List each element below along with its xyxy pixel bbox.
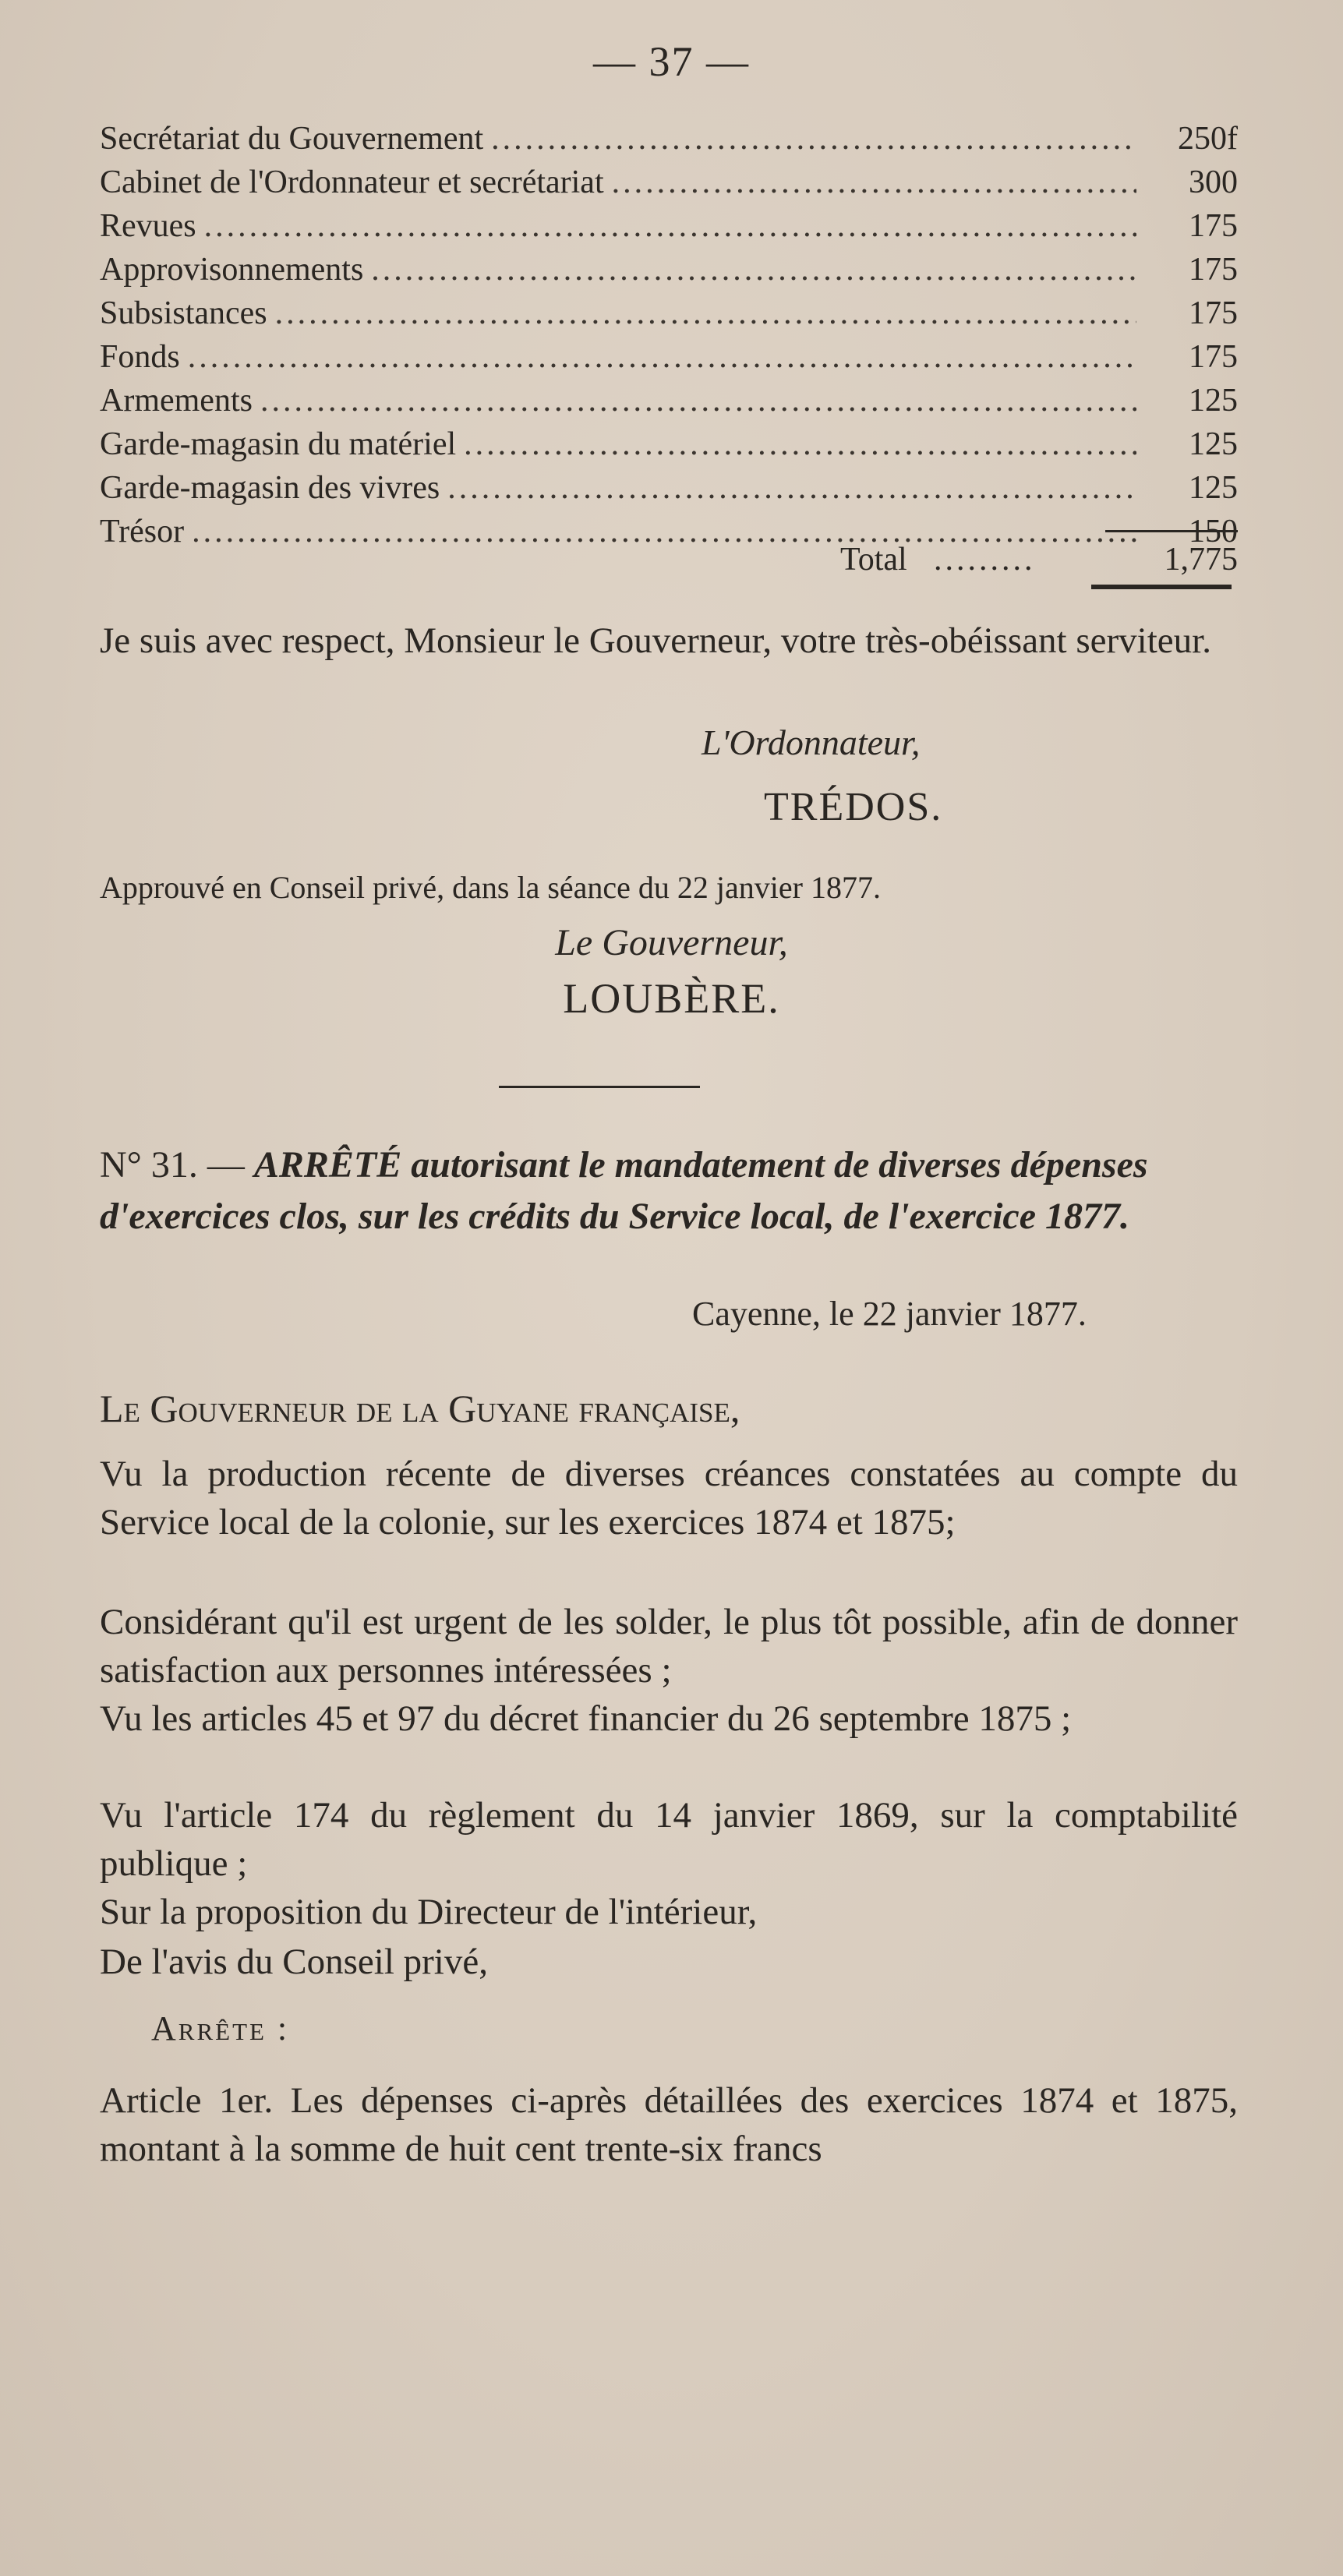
budget-row <box>100 466 1238 510</box>
budget-amount: 125 <box>1189 426 1238 462</box>
budget-row <box>100 117 1238 161</box>
leader-dots <box>612 161 1136 204</box>
budget-amount: 175 <box>1189 339 1238 375</box>
budget-amount: 175 <box>1189 252 1238 288</box>
approval-text: Approuvé en Conseil privé, dans la séance du 22 janvier 1877. <box>100 870 881 905</box>
closing-paragraph: Je suis avec respect, Monsieur le Gouverneur, votre très-obéissant serviteur. <box>100 620 1211 661</box>
total-label: Total <box>840 542 907 578</box>
budget-row <box>100 292 1238 335</box>
budget-amount: 125 <box>1189 470 1238 506</box>
place-date: Cayenne, le 22 janvier 1877. <box>692 1295 1087 1333</box>
page-number: — 37 — <box>593 38 750 85</box>
budget-label: Fonds <box>100 339 180 375</box>
arrete-heading: Arrête : <box>151 2009 290 2048</box>
leader-dots <box>447 466 1136 510</box>
leader-dots <box>491 117 1136 161</box>
leader-dots <box>371 248 1136 292</box>
total-double-rule <box>1091 585 1232 589</box>
budget-amount: 250f <box>1178 121 1238 157</box>
consider-6: De l'avis du Conseil privé, <box>100 1942 488 1982</box>
consider-4: Vu l'article 174 du règlement du 14 janvier 1869, sur la comptabilité publique ; <box>100 1795 1238 1884</box>
budget-row <box>100 204 1238 248</box>
consider-5: Sur la proposition du Directeur de l'intérieur, <box>100 1892 758 1932</box>
governor-title: Le Gouverneur, <box>555 922 788 963</box>
budget-row <box>100 335 1238 379</box>
budget-label: Cabinet de l'Ordonnateur et secrétariat <box>100 164 604 200</box>
leader-dots <box>464 422 1136 466</box>
budget-amount: 175 <box>1189 295 1238 331</box>
decree-title: ARRÊTÉ autorisant le mandatement de diverses dépenses d'exercices clos, sur les crédits du Service local, de l'exercice 1877. <box>100 1144 1148 1237</box>
budget-label: Approvisonnements <box>100 252 364 288</box>
section-divider <box>499 1086 700 1088</box>
article-1: Article 1er. Les dépenses ci-après détaillées des exercices 1874 et 1875, montant à la somme de huit cent trente-six francs <box>100 2080 1238 2169</box>
budget-label: Secrétariat du Gouvernement <box>100 121 484 157</box>
consider-1: Vu la production récente de diverses créances constatées au compte du Service local de la colonie, sur les exercices 1874 et 1875; <box>100 1454 1238 1542</box>
budget-row <box>100 161 1238 204</box>
budget-label: Trésor <box>100 514 185 549</box>
leader-dots <box>204 204 1136 248</box>
budget-row <box>100 422 1238 466</box>
governor-name: LOUBÈRE. <box>563 975 780 1022</box>
leader-dots <box>260 379 1136 422</box>
budget-label: Revues <box>100 208 196 244</box>
budget-row <box>100 248 1238 292</box>
budget-amount: 300 <box>1189 164 1238 200</box>
budget-row <box>100 379 1238 422</box>
leader-dots <box>188 335 1136 379</box>
total-rule <box>1105 530 1238 532</box>
budget-amount: 125 <box>1189 383 1238 419</box>
total-row <box>100 541 1238 588</box>
decree-heading <box>100 1140 1238 1242</box>
governor-line: Le Gouverneur de la Guyane française, <box>100 1387 740 1430</box>
signer-name: TRÉDOS. <box>764 785 943 829</box>
leader-dots <box>275 292 1136 335</box>
budget-amount: 175 <box>1189 208 1238 244</box>
budget-label: Garde-magasin des vivres <box>100 470 440 506</box>
signer-title: L'Ordonnateur, <box>702 723 921 762</box>
consider-2: Considérant qu'il est urgent de les solder, le plus tôt possible, afin de donner satisfaction aux personnes intéressées ; <box>100 1602 1238 1691</box>
consider-3: Vu les articles 45 et 97 du décret financier du 26 septembre 1875 ; <box>100 1698 1072 1739</box>
decree-number: N° 31. — <box>100 1144 245 1186</box>
budget-label: Armements <box>100 383 253 419</box>
budget-table <box>100 117 1238 553</box>
total-amount: 1,775 <box>1164 542 1238 578</box>
total-dots: ......... <box>934 542 1036 578</box>
budget-label: Subsistances <box>100 295 267 331</box>
budget-amount: 150 <box>1189 514 1238 549</box>
budget-label: Garde-magasin du matériel <box>100 426 457 462</box>
